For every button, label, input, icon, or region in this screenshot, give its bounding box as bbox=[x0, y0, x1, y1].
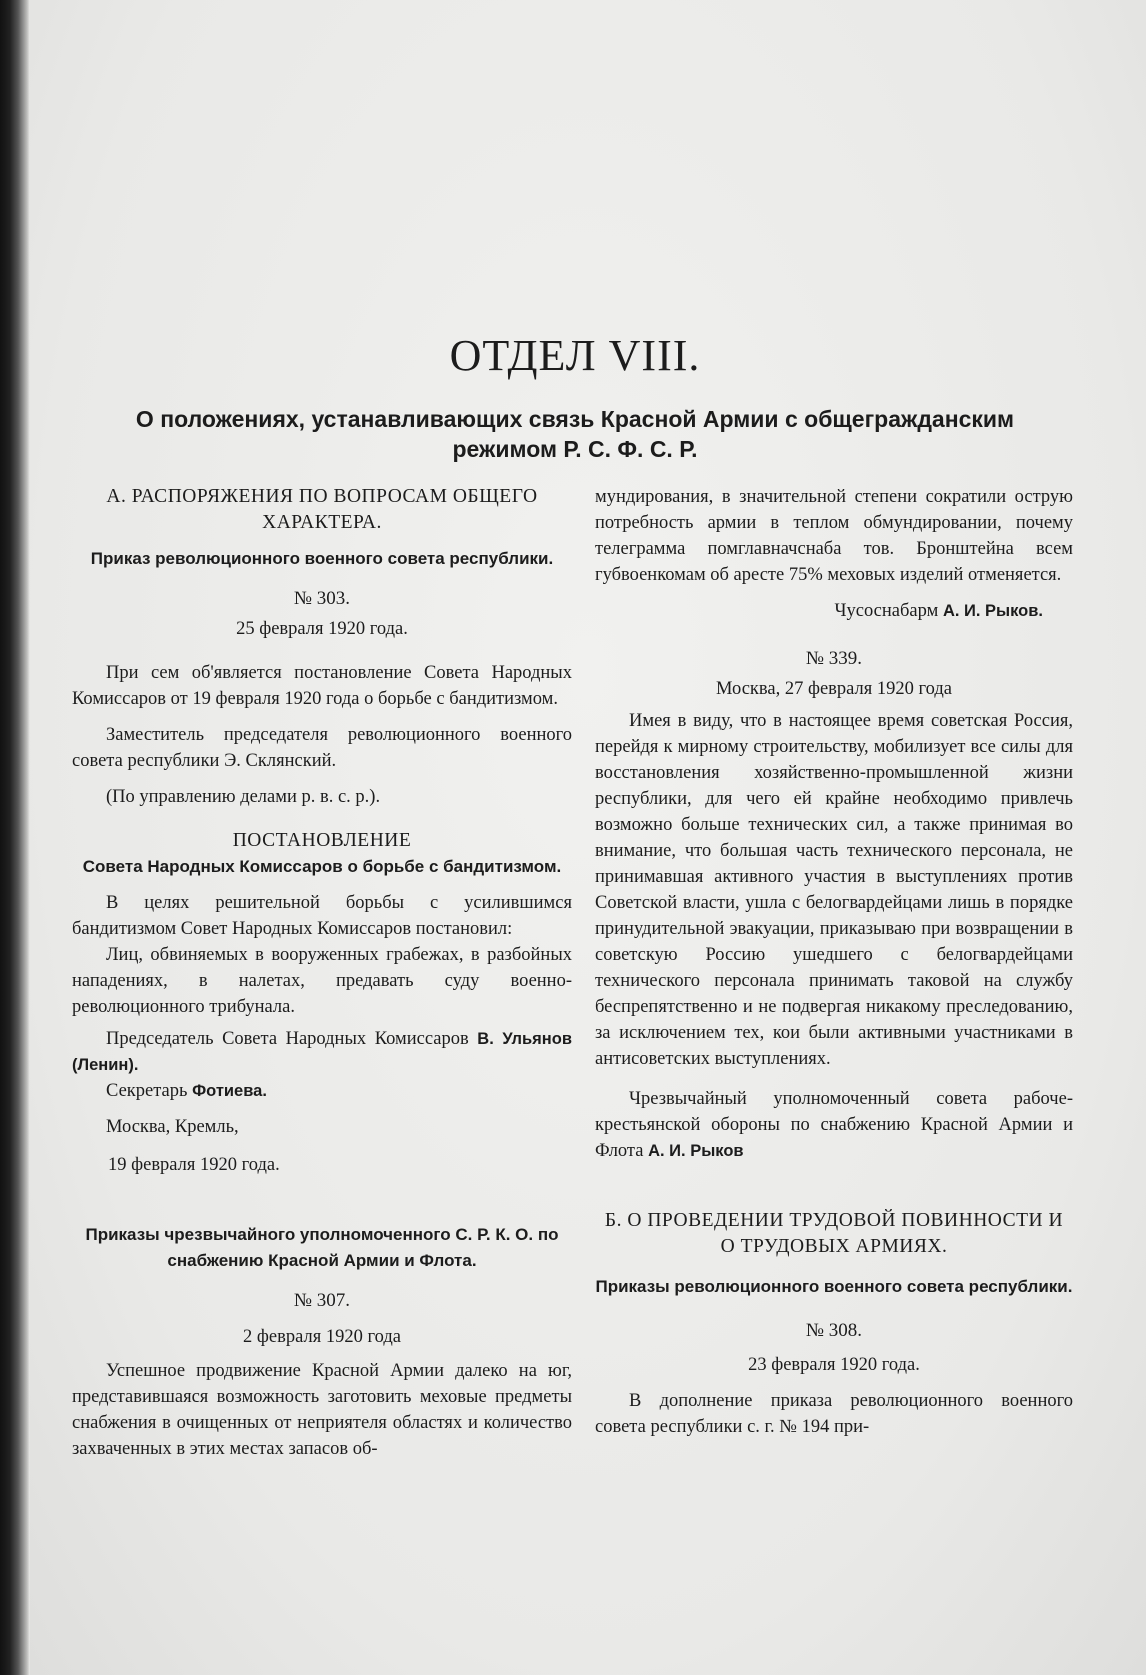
order-308-number: № 308. bbox=[805, 1320, 863, 1341]
order-308-date: 23 февраля 1920 года. bbox=[748, 1355, 920, 1375]
decree-date: 19 февраля 1920 года. bbox=[108, 1155, 280, 1175]
orders-rvs-heading: Приказы революционного военного совета республики. bbox=[595, 1277, 1073, 1296]
order-307-date: 2 февраля 1920 года bbox=[243, 1327, 401, 1347]
order-339-text: Имея в виду, что в настоящее время советская Россия, перейдя к мирному строительству, мобилизует все силы для восстановления хозяйственно-промышленной жизни республики, для чего ей крайне необходимо привлечь возможно больше технических сил, а также принимая во внимание, что большая часть технического персонала, не принимавшая активного участия в выступлениях против Советской власти, ушла с белогвардейцами лишь в порядке принудительной эвакуации, приказываю при возвращении в советскую Россию ушедшего с белогвардейцами технического персонала принимать таковой на службу беспрепятственно и не подвергая никакому преследованию, за исключением тех, кои были активными участниками в антисоветских выступлениях. bbox=[595, 711, 1073, 1069]
secretary-name: Фотиева. bbox=[192, 1082, 267, 1100]
order-308-text: В дополнение приказа революционного военного совета республики с. г. № 194 при- bbox=[595, 1391, 1073, 1437]
order-339-number: № 339. bbox=[805, 648, 863, 669]
order-339-signer-title: Чрезвычайный уполномоченный совета рабоче-крестьянской обороны по снабжению Красной Армии и Флота bbox=[595, 1089, 1073, 1161]
decree-paragraph-1: В целях решительной борьбы с усилившимся бандитизмом Совет Народных Комиссаров постановил: bbox=[72, 893, 572, 939]
decree-subtitle: Совета Народных Комиссаров о борьбе с бандитизмом. bbox=[82, 857, 562, 876]
book-binding-edge bbox=[0, 0, 30, 1675]
orders-commissioner-heading: Приказы чрезвычайного уполномоченного С. Р. К. О. по снабжению Красной Армии и Флота. bbox=[85, 1225, 559, 1270]
order-339-signature bbox=[595, 1086, 1073, 1164]
order-303-signature: Заместитель председателя революционного военного совета республики Э. Склянский. bbox=[72, 725, 572, 771]
order-303-date: 25 февраля 1920 года. bbox=[236, 619, 408, 639]
decree-place: Москва, Кремль, bbox=[106, 1117, 239, 1137]
decree-signature-secretary bbox=[72, 1078, 572, 1104]
chairman-title: Председатель Совета Народных Комиссаров bbox=[106, 1029, 478, 1049]
left-column bbox=[72, 484, 572, 1462]
order-303-heading: Приказ революционного военного совета республики. bbox=[90, 549, 554, 568]
order-303-note: (По управлению делами р. в. с. р.). bbox=[106, 787, 381, 807]
right-column bbox=[595, 484, 1073, 1440]
order-303-number: № 303. bbox=[293, 588, 351, 609]
order-307-signer-title: Чусоснабарм bbox=[834, 601, 943, 621]
order-307-signature bbox=[595, 598, 1073, 624]
decree-paragraph-2: Лиц, обвиняемых в вооруженных грабежах, в разбойных нападениях, в налетах, предавать суду военно-революционного трибунала. bbox=[72, 945, 572, 1017]
decree-signature-chairman bbox=[72, 1026, 572, 1078]
section-subtitle: О положениях, устанавливающих связь Красной Армии с общегражданским режимом Р. С. Ф. С. Р. bbox=[135, 406, 1015, 462]
order-339-signer-name: А. И. Рыков bbox=[648, 1142, 744, 1160]
chairman-name: В. Ульянов (Ленин). bbox=[72, 1030, 572, 1074]
order-307-signer-name: А. И. Рыков. bbox=[942, 602, 1043, 620]
order-303-text: При сем об'является постановление Совета Народных Комиссаров от 19 февраля 1920 года о борьбе с бандитизмом. bbox=[72, 663, 572, 709]
part-a-heading: А. РАСПОРЯЖЕНИЯ ПО ВОПРОСАМ ОБЩЕГО ХАРАКТЕРА. bbox=[106, 486, 538, 533]
order-307-number: № 307. bbox=[293, 1290, 351, 1311]
order-307-text: Успешное продвижение Красной Армии далеко на юг, представившаяся возможность заготовить меховые предметы снабжения в очищенных от неприятеля областях и количество захваченных в этих местах запасов об- bbox=[72, 1361, 572, 1459]
part-b-heading: Б. О ПРОВЕДЕНИИ ТРУДОВОЙ ПОВИННОСТИ И О ТРУДОВЫХ АРМИЯХ. bbox=[604, 1210, 1064, 1257]
secretary-title: Секретарь bbox=[106, 1081, 193, 1101]
order-339-date: Москва, 27 февраля 1920 года bbox=[716, 679, 952, 699]
section-title: ОТДЕЛ VIII. bbox=[449, 331, 701, 380]
order-307-text-continued: мундирования, в значительной степени сократили острую потребность армии в теплом обмундировании, почему телеграмма помглавначснаба тов. Бронштейна всем губвоенкомам об аресте 75% меховых изделий отменяется. bbox=[595, 487, 1073, 585]
decree-title: ПОСТАНОВЛЕНИЕ bbox=[232, 830, 412, 851]
